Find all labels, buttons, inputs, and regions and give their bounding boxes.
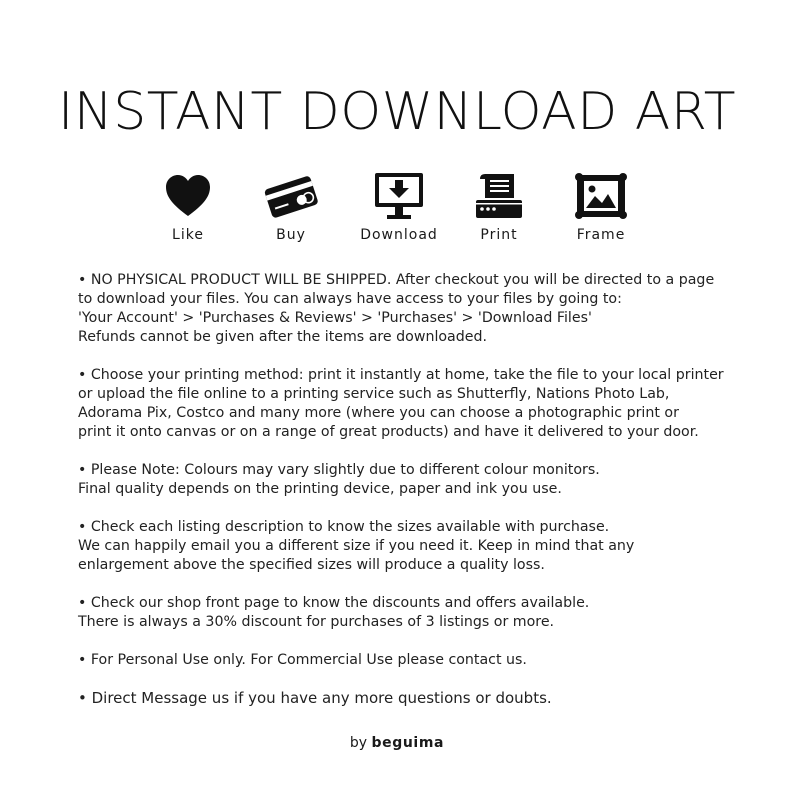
heart-icon (163, 172, 213, 220)
paragraph-line: Refunds cannot be given after the items are downloaded. (78, 329, 488, 345)
paragraph-line: to download your files. You can always have access to your files by going to: (78, 291, 622, 307)
paragraph-line: Adorama Pix, Costco and many more (where you can choose a photographic print or (78, 405, 679, 421)
like-item (133, 172, 243, 243)
printer-icon (474, 172, 524, 220)
paragraph-line: • Check our shop front page to know the discounts and offers available. (78, 595, 590, 611)
buy-label: Buy (276, 227, 306, 243)
download-label: Download (360, 227, 438, 243)
no-physical-product-paragraph (78, 271, 758, 347)
page-title: INSTANT DOWNLOAD ART (58, 82, 736, 142)
print-item (444, 172, 554, 243)
footer-credit (0, 735, 794, 751)
printing-method-paragraph (78, 366, 758, 442)
colour-note-paragraph (78, 461, 758, 499)
direct-message-paragraph (78, 689, 758, 708)
paragraph-line: • Choose your printing method: print it instantly at home, take the file to your local printer (78, 367, 724, 383)
paragraph-line: enlargement above the specified sizes will produce a quality loss. (78, 557, 545, 573)
icon-row (0, 172, 794, 252)
footer-prefix: by (349, 735, 368, 751)
paragraph-line: or upload the file online to a printing service such as Shutterfly, Nations Photo Lab, (78, 386, 670, 402)
paragraph-line: 'Your Account' > 'Purchases & Reviews' > 'Purchases' > 'Download Files' (78, 310, 592, 326)
frame-label: Frame (576, 227, 626, 243)
info-content (78, 271, 758, 727)
paragraph-line: Final quality depends on the printing device, paper and ink you use. (78, 481, 562, 497)
paragraph-line: • Please Note: Colours may vary slightly due to different colour monitors. (78, 462, 600, 478)
brand-name: beguima (371, 735, 445, 751)
discount-paragraph (78, 594, 758, 632)
sizes-paragraph (78, 518, 758, 575)
paragraph-line: There is always a 30% discount for purchases of 3 listings or more. (78, 614, 555, 630)
personal-use-paragraph (78, 651, 758, 670)
paragraph-line: • NO PHYSICAL PRODUCT WILL BE SHIPPED. After checkout you will be directed to a page (78, 272, 715, 288)
picture-frame-icon (575, 172, 627, 220)
buy-item (236, 172, 346, 243)
download-item (344, 172, 454, 243)
paragraph-line: We can happily email you a different size if you need it. Keep in mind that any (78, 538, 635, 554)
frame-item (546, 172, 656, 243)
credit-card-icon (261, 172, 321, 220)
like-label: Like (172, 227, 204, 243)
paragraph-line: • For Personal Use only. For Commercial Use please contact us. (78, 652, 527, 668)
monitor-download-icon (374, 172, 424, 220)
paragraph-line: • Direct Message us if you have any more questions or doubts. (78, 689, 552, 707)
print-label: Print (480, 227, 518, 243)
paragraph-line: • Check each listing description to know the sizes available with purchase. (78, 519, 610, 535)
paragraph-line: print it onto canvas or on a range of great products) and have it delivered to your door. (78, 424, 699, 440)
